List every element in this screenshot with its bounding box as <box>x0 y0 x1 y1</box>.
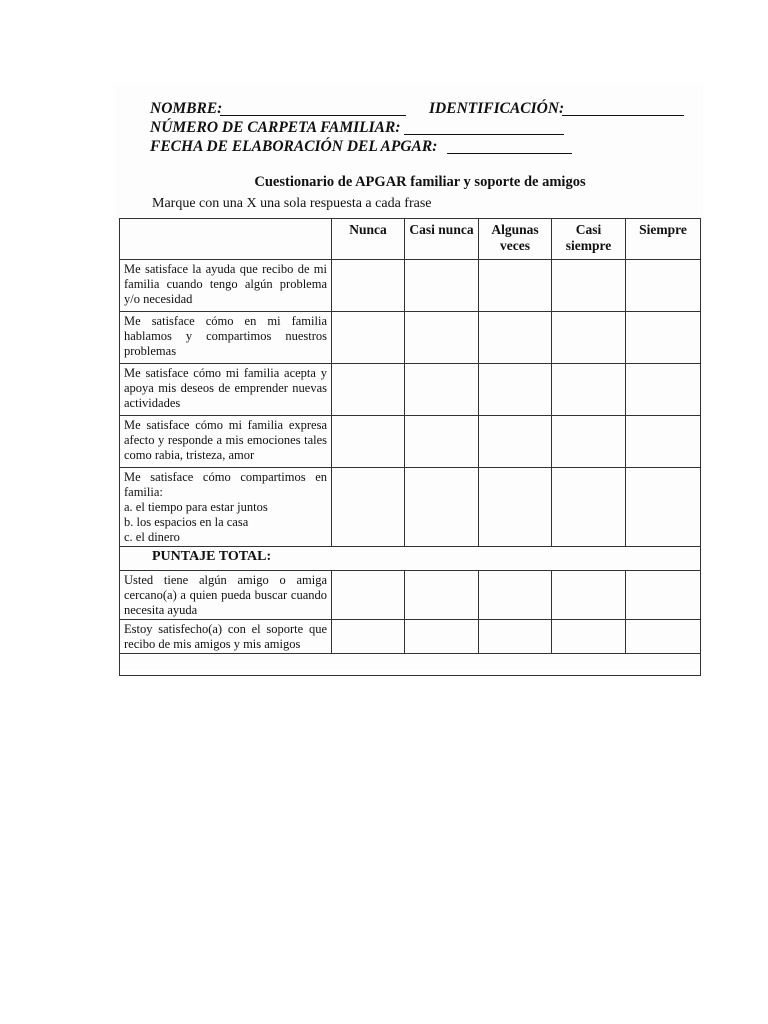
identification-field[interactable] <box>562 100 684 116</box>
answer-cell[interactable] <box>626 468 701 547</box>
folder-number-field[interactable] <box>404 119 564 135</box>
answer-cell[interactable] <box>479 620 552 654</box>
answer-cell[interactable] <box>479 260 552 312</box>
empty-cell <box>120 654 701 676</box>
answer-cell[interactable] <box>479 364 552 416</box>
answer-cell[interactable] <box>552 620 626 654</box>
column-header: Nunca <box>332 219 405 260</box>
questionnaire-title: Cuestionario de APGAR familiar y soporte de amigos <box>254 174 586 190</box>
answer-cell[interactable] <box>552 260 626 312</box>
header-line-folder <box>150 119 710 138</box>
answer-cell[interactable] <box>332 468 405 547</box>
answer-cell[interactable] <box>479 571 552 620</box>
table-row <box>120 260 701 312</box>
table-header-row <box>120 219 701 260</box>
question-text: Me satisface cómo mi familia acepta y apoya mis deseos de emprender nuevas actividades <box>120 364 332 416</box>
name-label: NOMBRE: <box>150 100 223 117</box>
table-row <box>120 364 701 416</box>
answer-cell[interactable] <box>332 260 405 312</box>
form-header <box>150 100 710 157</box>
answer-cell[interactable] <box>479 312 552 364</box>
question-text: Me satisface cómo mi familia expresa afecto y responde a mis emociones tales como rabia, tristeza, amor <box>120 416 332 468</box>
date-field[interactable] <box>447 138 572 154</box>
answer-cell[interactable] <box>405 364 479 416</box>
answer-cell[interactable] <box>552 416 626 468</box>
total-score-label: PUNTAJE TOTAL: <box>120 547 701 571</box>
answer-cell[interactable] <box>405 312 479 364</box>
question-text <box>120 468 332 547</box>
header-line-date <box>150 138 710 157</box>
column-header: Siempre <box>626 219 701 260</box>
question-option: b. los espacios en la casa <box>124 515 249 529</box>
apgar-table <box>119 218 701 676</box>
column-header: Algunas veces <box>479 219 552 260</box>
answer-cell[interactable] <box>626 364 701 416</box>
header-line-name <box>150 100 710 119</box>
answer-cell[interactable] <box>552 571 626 620</box>
answer-cell[interactable] <box>626 312 701 364</box>
question-text: Me satisface la ayuda que recibo de mi familia cuando tengo algún problema y/o necesidad <box>120 260 332 312</box>
table-row <box>120 571 701 620</box>
table-row <box>120 416 701 468</box>
question-intro: Me satisface cómo compartimos en familia: <box>124 470 327 499</box>
answer-cell[interactable] <box>332 571 405 620</box>
empty-row <box>120 654 701 676</box>
answer-cell[interactable] <box>626 571 701 620</box>
answer-cell[interactable] <box>552 468 626 547</box>
table-row <box>120 620 701 654</box>
answer-cell[interactable] <box>479 416 552 468</box>
answer-cell[interactable] <box>626 620 701 654</box>
answer-cell[interactable] <box>405 260 479 312</box>
question-option: a. el tiempo para estar juntos <box>124 500 268 514</box>
answer-cell[interactable] <box>332 312 405 364</box>
question-text: Estoy satisfecho(a) con el soporte que recibo de mis amigos y mis amigos <box>120 620 332 654</box>
table-row <box>120 468 701 547</box>
answer-cell[interactable] <box>405 620 479 654</box>
answer-cell[interactable] <box>332 364 405 416</box>
answer-cell[interactable] <box>405 571 479 620</box>
answer-cell[interactable] <box>552 364 626 416</box>
total-row <box>120 547 701 571</box>
answer-cell[interactable] <box>405 416 479 468</box>
question-option: c. el dinero <box>124 530 180 544</box>
answer-cell[interactable] <box>332 416 405 468</box>
name-field[interactable] <box>220 100 406 116</box>
answer-cell[interactable] <box>552 312 626 364</box>
answer-cell[interactable] <box>479 468 552 547</box>
header-empty-cell <box>120 219 332 260</box>
question-text: Me satisface cómo en mi familia hablamos y compartimos nuestros problemas <box>120 312 332 364</box>
date-label: FECHA DE ELABORACIÓN DEL APGAR: <box>150 138 438 155</box>
answer-cell[interactable] <box>626 416 701 468</box>
identification-label: IDENTIFICACIÓN: <box>429 100 565 117</box>
answer-cell[interactable] <box>405 468 479 547</box>
instruction-text: Marque con una X una sola respuesta a cada frase <box>152 196 432 211</box>
answer-cell[interactable] <box>626 260 701 312</box>
table-row <box>120 312 701 364</box>
column-header: Casi nunca <box>405 219 479 260</box>
folder-number-label: NÚMERO DE CARPETA FAMILIAR: <box>150 119 401 136</box>
column-header: Casi siempre <box>552 219 626 260</box>
answer-cell[interactable] <box>332 620 405 654</box>
question-text: Usted tiene algún amigo o amiga cercano(a) a quien pueda buscar cuando necesita ayuda <box>120 571 332 620</box>
